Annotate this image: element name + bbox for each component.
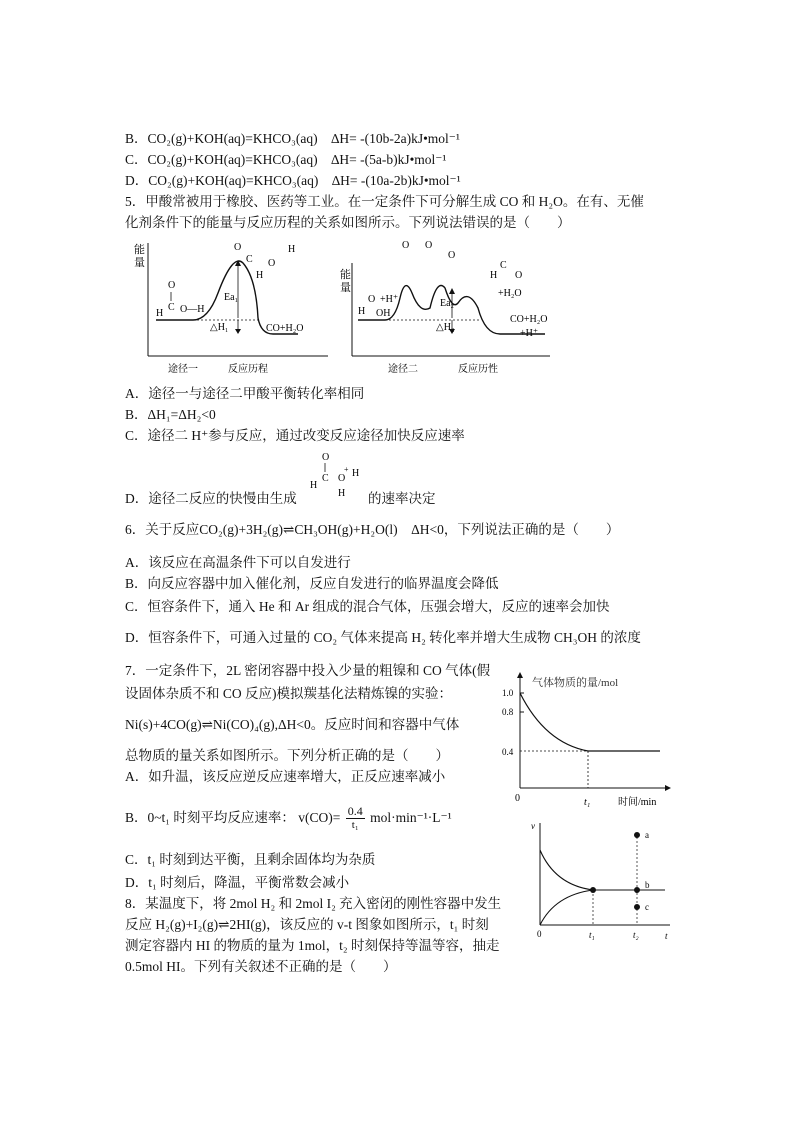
q4-option-c: C．CO₂(g)+KOH(aq)=KHCO₃(aq) ∆H= -(5a-b)kJ•mol⁻¹ <box>125 152 447 167</box>
q7-option-b <box>125 804 452 832</box>
svg-text:O: O <box>425 240 433 251</box>
q8-graph-b: b <box>645 880 650 890</box>
svg-text:能: 能 <box>340 269 351 281</box>
q8-stem-line1: 8．某温度下，将 2mol H₂ 和 2mol I₂ 充入密闭的刚性容器中发生 <box>125 896 502 911</box>
q8-graph-xlabel: t <box>665 931 668 941</box>
q7-graph-t1: t₁ <box>584 797 591 808</box>
svg-text:C: C <box>168 302 175 313</box>
svg-text:O: O <box>448 250 456 261</box>
q7-option-b-fraction <box>346 805 365 832</box>
q5-option-a: A．途径一与途径二甲酸平衡转化率相同 <box>125 386 365 401</box>
svg-text:+: + <box>344 465 349 474</box>
q6-option-a: A．该反应在高温条件下可以自发进行 <box>125 555 351 570</box>
svg-text:H: H <box>310 480 318 491</box>
q8-graph-t1: t₁ <box>589 930 595 940</box>
q5-option-d-structure <box>300 450 370 498</box>
svg-text:O: O <box>234 242 242 253</box>
q7-stem-line2: 设固体杂质不和 CO 反应)模拟羰基化法精炼镍的实验： <box>125 686 452 701</box>
fig2-product1: CO+H₂O <box>510 314 548 325</box>
svg-text:O: O <box>515 270 523 281</box>
q7-stem-line3: Ni(s)+4CO(g)⇌Ni(CO)₄(g),ΔH<0。反应时间和容器中气体 <box>125 717 460 732</box>
svg-text:C: C <box>500 260 507 271</box>
q7-moles-time-graph <box>500 668 675 813</box>
q8-graph-t2: t₂ <box>633 930 639 940</box>
q7-graph-origin: 0 <box>515 793 520 804</box>
fig1-ea: Ea₁ <box>224 292 239 303</box>
q7-option-a: A．如升温，该反应逆反应速率增大，正反应速率减小 <box>125 769 446 784</box>
fig1-ylabel-line: 能 <box>134 244 145 256</box>
svg-text:H: H <box>352 468 360 479</box>
q7-stem-line1: 7．一定条件下，2L 密闭容器中投入少量的粗镍和 CO 气体(假 <box>125 663 491 678</box>
fig2-product2: +H⁺ <box>520 328 539 339</box>
q5-stem-line1: 5．甲酸常被用于橡胶、医药等工业。在一定条件下可分解生成 CO 和 H₂O。在有、无催 <box>125 194 644 209</box>
svg-text:O: O <box>338 473 346 484</box>
q7-graph-xlabel: 时间/min <box>618 797 657 808</box>
q7-stem-line4: 总物质的量关系如图所示。下列分析正确的是（ ） <box>125 748 449 763</box>
q7-graph-y3: 0.4 <box>502 747 514 757</box>
svg-text:H: H <box>156 308 164 319</box>
svg-text:量: 量 <box>134 257 145 269</box>
q8-stem-line4: 0.5mol HI。下列有关叙述不正确的是（ ） <box>125 959 397 974</box>
q7-graph-y1: 1.0 <box>502 688 514 698</box>
q5-energy-diagram-path2 <box>340 238 555 378</box>
q8-vt-graph <box>525 815 675 943</box>
svg-text:OH: OH <box>376 308 391 319</box>
q6-option-c: C．恒容条件下，通入 He 和 Ar 组成的混合气体，压强会增大，反应的速率会加快 <box>125 599 610 614</box>
q8-stem-line3: 测定容器内 HI 的物质的量为 1mol，t₂ 时刻保持等温等容，抽走 <box>125 938 500 953</box>
fig1-xlabel: 反应历程 <box>228 364 268 375</box>
svg-text:O: O <box>268 258 276 269</box>
svg-text:H: H <box>288 244 296 255</box>
svg-text:O: O <box>322 452 330 463</box>
fig2-xlabel: 反应历性 <box>458 364 498 375</box>
q5-option-c: C．途径二 H⁺参与反应，通过改变反应途径加快反应速率 <box>125 428 465 443</box>
q7-option-c: C．t₁ 时刻到达平衡，且剩余固体均为杂质 <box>125 852 376 867</box>
q5-option-d-post: 的速率决定 <box>368 491 436 506</box>
svg-text:H: H <box>358 306 366 317</box>
q7-graph-y2: 0.8 <box>502 707 514 717</box>
q8-graph-ylabel: v <box>531 821 535 831</box>
fig2-hplus-label: +H⁺ <box>380 294 399 305</box>
svg-text:C: C <box>322 473 329 484</box>
q7-option-d: D．t₁ 时刻后，降温，平衡常数会减小 <box>125 875 350 890</box>
q6-option-b: B．向反应容器中加入催化剂，反应自发进行的临界温度会降低 <box>125 576 499 591</box>
fig1-path: 途径一 <box>168 364 198 375</box>
fig2-ea: Ea₂ <box>440 298 455 309</box>
q8-graph-origin: 0 <box>537 929 542 939</box>
svg-text:C: C <box>246 254 253 265</box>
q7-option-b-expr: v(CO)= <box>298 810 341 825</box>
q8-graph-c: c <box>645 902 649 912</box>
svg-text:O: O <box>168 280 176 291</box>
fig2-h2o-label: +H₂O <box>498 288 522 299</box>
q8-graph-a: a <box>645 830 649 840</box>
svg-text:H: H <box>338 488 346 499</box>
q5-energy-diagram-path1 <box>134 238 333 378</box>
q8-stem-line2: 反应 H₂(g)+I₂(g)⇌2HI(g)，该反应的 v-t 图象如图所示，t₁ 时刻 <box>125 917 489 932</box>
svg-text:O—H: O—H <box>180 304 205 315</box>
q6-option-d: D．恒容条件下，可通入过量的 CO₂ 气体来提高 H₂ 转化率并增大生成物 CH₃OH 的浓度 <box>125 630 641 645</box>
q7-option-b-unit: mol·min⁻¹·L⁻¹ <box>370 810 452 825</box>
q7-option-b-pre: B．0~t₁ 时刻平均反应速率： <box>125 810 295 825</box>
svg-text:O: O <box>402 240 410 251</box>
q4-option-b: B．CO₂(g)+KOH(aq)=KHCO₃(aq) ∆H= -(10b-2a)kJ•mol⁻¹ <box>125 131 460 146</box>
q5-option-d-pre: D．途径二反应的快慢由生成 <box>125 491 297 506</box>
fig2-dh: △H₂ <box>436 322 455 333</box>
svg-text:H: H <box>256 270 264 281</box>
fig2-path: 途径二 <box>388 364 418 375</box>
q7-fraction-num: 0.4 <box>347 804 363 819</box>
q7-fraction-den: t₁ <box>351 819 359 832</box>
q7-graph-title: 气体物质的量/mol <box>532 677 619 689</box>
svg-text:O: O <box>368 294 376 305</box>
fig1-product: CO+H₂O <box>266 323 304 334</box>
svg-text:H: H <box>490 270 498 281</box>
q4-option-d: D．CO₂(g)+KOH(aq)=KHCO₃(aq) ∆H= -(10a-2b)kJ•mol⁻¹ <box>125 173 461 188</box>
fig1-dh: △H₁ <box>210 322 229 333</box>
q5-stem-line2: 化剂条件下的能量与反应历程的关系如图所示。下列说法错误的是（ ） <box>125 215 571 230</box>
svg-text:量: 量 <box>340 282 351 294</box>
q6-stem: 6．关于反应CO₂(g)+3H₂(g)⇌CH₃OH(g)+H₂O(l) ΔH<0，下列说法正确的是（ ） <box>125 522 620 537</box>
q5-option-b: B．ΔH₁=ΔH₂<0 <box>125 407 216 422</box>
